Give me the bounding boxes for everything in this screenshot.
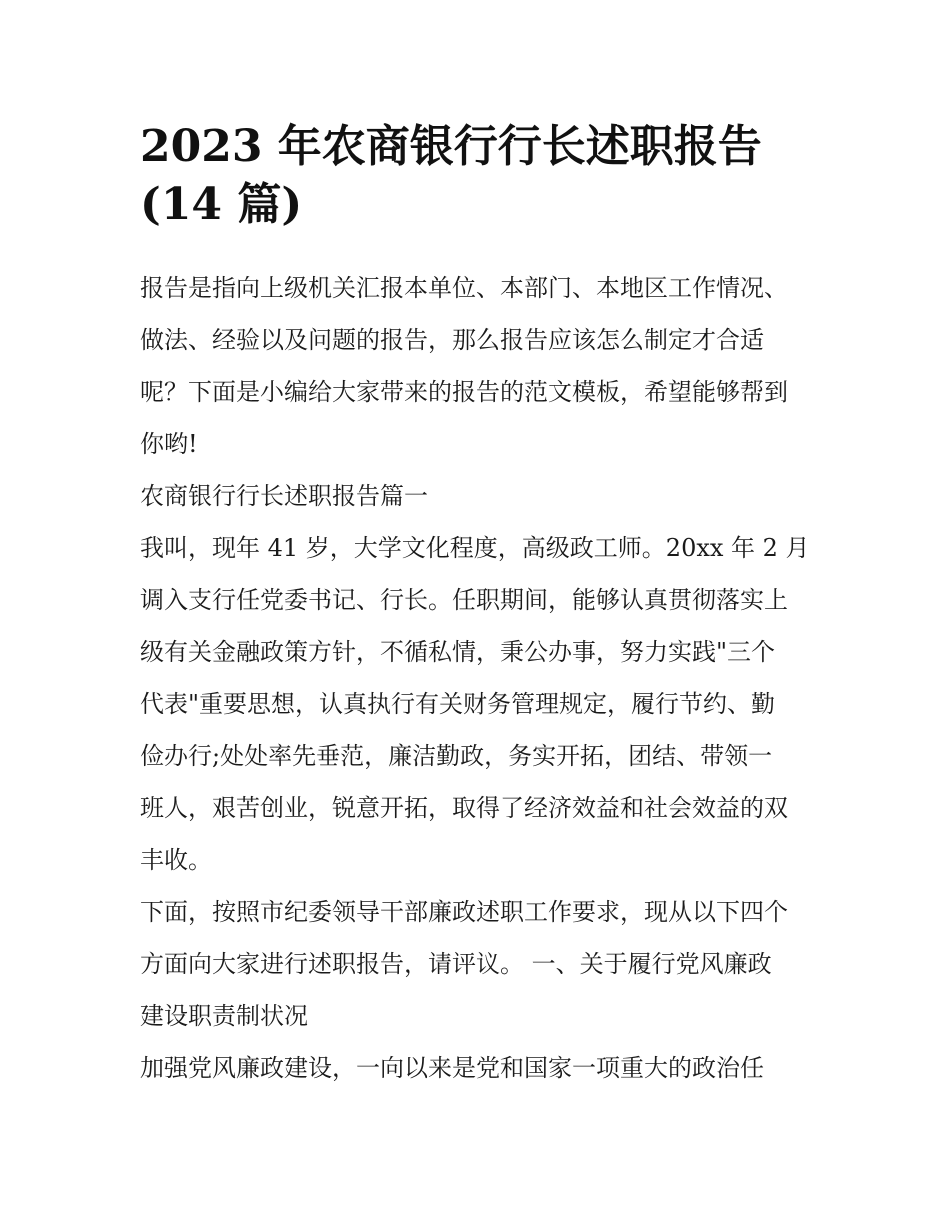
section-heading: [140, 470, 816, 522]
title-line: 2023 年农商银行行长述职报告: [140, 121, 762, 172]
text-line: 级有关金融政策方针，不循私情，秉公办事，努力实践"三个: [140, 638, 776, 666]
body-paragraph: [140, 886, 816, 1042]
text-line: 报告是指向上级机关汇报本单位、本部门、本地区工作情况、: [140, 274, 788, 302]
text-line: 班人，艰苦创业，锐意开拓，取得了经济效益和社会效益的双: [140, 794, 788, 822]
document-body: [140, 262, 816, 1094]
body-paragraph: [140, 1042, 816, 1094]
text-line: 做法、经验以及问题的报告，那么报告应该怎么制定才合适: [140, 326, 764, 354]
text-line: 你哟!: [140, 430, 198, 458]
text-line: 下面，按照市纪委领导干部廉政述职工作要求，现从以下四个: [140, 898, 788, 926]
title-line: (14 篇): [140, 179, 303, 230]
text-line: 呢？下面是小编给大家带来的报告的范文模板，希望能够帮到: [140, 378, 788, 406]
intro-paragraph: [140, 262, 816, 470]
body-paragraph: [140, 522, 816, 886]
text-line: 方面向大家进行述职报告，请评议。 一、关于履行党风廉政: [140, 950, 772, 978]
text-line: 俭办行;处处率先垂范，廉洁勤政，务实开拓，团结、带领一: [140, 742, 773, 770]
text-line: 丰收。: [140, 846, 212, 874]
text-line: 我叫，现年 41 岁，大学文化程度，高级政工师。20xx 年 2 月: [140, 534, 810, 562]
text-line: 代表"重要思想，认真执行有关财务管理规定，履行节约、勤: [140, 690, 776, 718]
document-content: [140, 118, 816, 1094]
text-line: 调入支行任党委书记、行长。任职期间，能够认真贯彻落实上: [140, 586, 788, 614]
text-line: 加强党风廉政建设，一向以来是党和国家一项重大的政治任: [140, 1054, 764, 1082]
document-title: [140, 118, 816, 234]
text-line: 农商银行行长述职报告篇一: [140, 482, 428, 510]
text-line: 建设职责制状况: [140, 1002, 308, 1030]
